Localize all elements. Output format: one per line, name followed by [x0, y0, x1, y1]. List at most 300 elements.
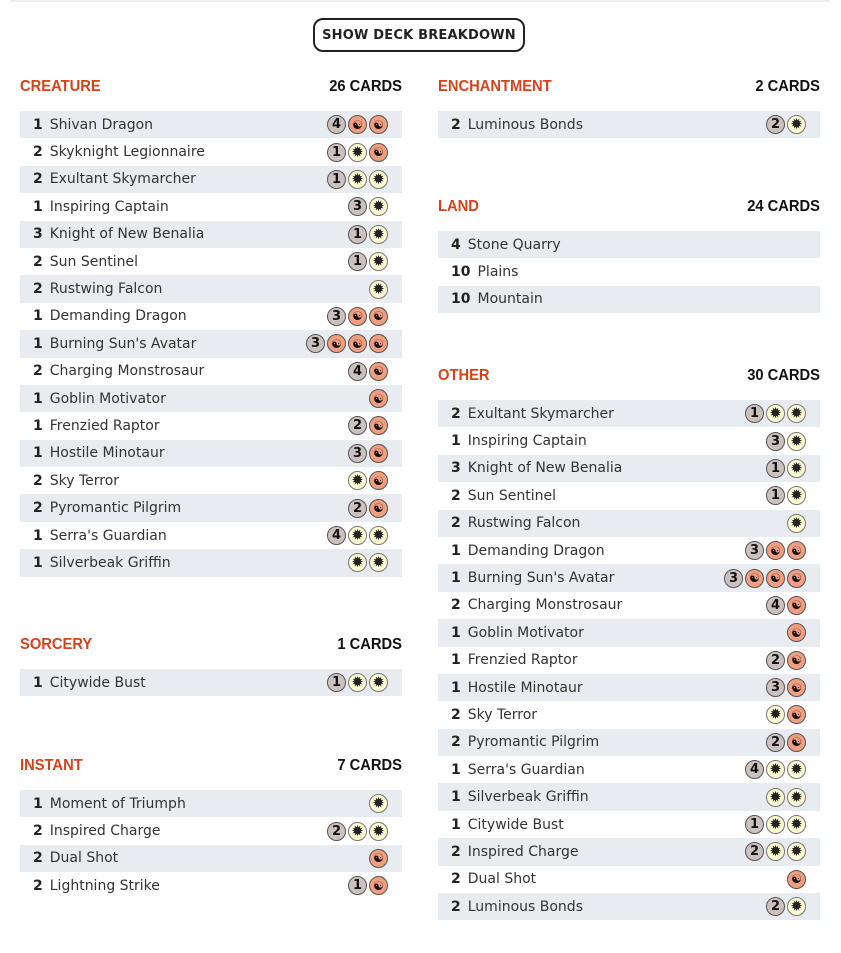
- red-mana-icon: ☯: [787, 596, 806, 615]
- white-mana-icon: ✹: [369, 280, 388, 299]
- section-land: [438, 198, 820, 313]
- card-name[interactable]: Inspiring Captain: [49, 198, 169, 215]
- card-quantity: 2: [451, 405, 461, 422]
- white-mana-icon: ✹: [787, 404, 806, 423]
- white-mana-icon: ✹: [766, 842, 785, 861]
- card-quantity: 2: [33, 363, 43, 380]
- mana-cost: [766, 788, 806, 807]
- card-row[interactable]: [20, 522, 402, 549]
- card-row[interactable]: [438, 783, 820, 810]
- mana-cost: [327, 673, 388, 692]
- mana-cost: [766, 897, 806, 916]
- mana-cost: [745, 815, 806, 834]
- card-quantity: 2: [33, 500, 43, 517]
- section-header: [20, 757, 402, 779]
- white-mana-icon: ✹: [348, 553, 367, 572]
- card-quantity: 2: [33, 281, 43, 298]
- red-mana-icon: ☯: [745, 569, 764, 588]
- white-mana-icon: ✹: [787, 788, 806, 807]
- card-row[interactable]: [438, 674, 820, 701]
- mana-cost: [348, 471, 388, 490]
- card-quantity: 10: [451, 291, 471, 308]
- card-name[interactable]: Sun Sentinel: [49, 253, 138, 270]
- section-header: [438, 367, 820, 389]
- card-list: [20, 111, 402, 577]
- card-list: [438, 231, 820, 313]
- card-row[interactable]: [20, 494, 402, 521]
- card-quantity: 1: [33, 795, 43, 812]
- card-name[interactable]: Hostile Minotaur: [467, 679, 583, 696]
- white-mana-icon: ✹: [369, 526, 388, 545]
- generic-mana-icon: 2: [766, 115, 785, 134]
- card-name[interactable]: Sky Terror: [467, 706, 538, 723]
- mana-cost: [327, 115, 388, 134]
- generic-mana-icon: 1: [348, 876, 367, 895]
- mana-cost: [766, 596, 806, 615]
- section-creature: [20, 78, 402, 577]
- card-row[interactable]: [20, 412, 402, 439]
- card-name[interactable]: Plains: [477, 264, 519, 281]
- card-row[interactable]: [438, 231, 820, 258]
- card-name[interactable]: Rustwing Falcon: [49, 281, 163, 298]
- card-row[interactable]: [438, 482, 820, 509]
- mana-cost: [348, 553, 388, 572]
- card-quantity: 2: [33, 877, 43, 894]
- section-enchantment: [438, 78, 820, 138]
- white-mana-icon: ✹: [787, 432, 806, 451]
- white-mana-icon: ✹: [348, 822, 367, 841]
- section-instant: [20, 757, 402, 900]
- card-quantity: 1: [33, 445, 43, 462]
- card-name[interactable]: Inspired Charge: [467, 843, 579, 860]
- mana-cost: [745, 404, 806, 423]
- card-quantity: 1: [451, 570, 461, 587]
- white-mana-icon: ✹: [766, 788, 785, 807]
- card-name[interactable]: Goblin Motivator: [467, 624, 584, 641]
- mana-cost: [766, 459, 806, 478]
- section-title: SORCERY: [20, 636, 93, 653]
- card-quantity: 1: [33, 527, 43, 544]
- card-name[interactable]: Charging Monstrosaur: [467, 597, 623, 614]
- section-title: ENCHANTMENT: [438, 78, 552, 95]
- generic-mana-icon: 2: [348, 499, 367, 518]
- generic-mana-icon: 2: [766, 897, 785, 916]
- mana-cost: [348, 444, 388, 463]
- section-title: INSTANT: [20, 757, 83, 774]
- card-row[interactable]: [20, 440, 402, 467]
- mana-cost: [745, 760, 806, 779]
- white-mana-icon: ✹: [369, 197, 388, 216]
- card-row[interactable]: [20, 111, 402, 138]
- card-quantity: 1: [33, 116, 43, 133]
- card-name[interactable]: Lightning Strike: [49, 877, 160, 894]
- card-row[interactable]: [438, 400, 820, 427]
- card-row[interactable]: [438, 811, 820, 838]
- red-mana-icon: ☯: [369, 389, 388, 408]
- generic-mana-icon: 2: [327, 822, 346, 841]
- card-quantity: 1: [33, 335, 43, 352]
- card-name[interactable]: Exultant Skymarcher: [467, 405, 614, 422]
- section-title: CREATURE: [20, 78, 101, 95]
- card-row[interactable]: [438, 729, 820, 756]
- generic-mana-icon: 3: [745, 541, 764, 560]
- white-mana-icon: ✹: [787, 514, 806, 533]
- section-count: 7 CARDS: [337, 757, 403, 774]
- card-row[interactable]: [20, 385, 402, 412]
- mana-cost: [766, 651, 806, 670]
- card-quantity: 10: [451, 264, 471, 281]
- mana-cost: [348, 362, 388, 381]
- card-name[interactable]: Mountain: [477, 291, 543, 308]
- mana-cost: [766, 115, 806, 134]
- card-list: [20, 790, 402, 900]
- card-row[interactable]: [438, 258, 820, 285]
- section-count: 24 CARDS: [747, 198, 821, 215]
- red-mana-icon: ☯: [787, 705, 806, 724]
- mana-cost: [787, 623, 806, 642]
- mana-cost: [724, 569, 806, 588]
- white-mana-icon: ✹: [348, 471, 367, 490]
- section-count: 2 CARDS: [755, 78, 821, 95]
- red-mana-icon: ☯: [369, 876, 388, 895]
- card-name[interactable]: Pyromantic Pilgrim: [49, 500, 182, 517]
- card-quantity: 3: [451, 460, 461, 477]
- red-mana-icon: ☯: [787, 870, 806, 889]
- white-mana-icon: ✹: [787, 897, 806, 916]
- card-name[interactable]: Sun Sentinel: [467, 487, 556, 504]
- card-row[interactable]: [438, 111, 820, 138]
- card-quantity: 1: [451, 652, 461, 669]
- mana-cost: [369, 389, 388, 408]
- white-mana-icon: ✹: [766, 760, 785, 779]
- section-count: 1 CARDS: [337, 636, 403, 653]
- mana-cost: [369, 849, 388, 868]
- card-name[interactable]: Frenzied Raptor: [49, 417, 160, 434]
- white-mana-icon: ✹: [787, 459, 806, 478]
- top-divider: [10, 0, 830, 2]
- section-header: [20, 78, 402, 100]
- section-sorcery: [20, 636, 402, 696]
- generic-mana-icon: 3: [348, 444, 367, 463]
- white-mana-icon: ✹: [787, 486, 806, 505]
- card-quantity: 1: [33, 198, 43, 215]
- card-quantity: 1: [33, 390, 43, 407]
- white-mana-icon: ✹: [369, 252, 388, 271]
- red-mana-icon: ☯: [369, 143, 388, 162]
- mana-cost: [766, 705, 806, 724]
- card-row[interactable]: [20, 221, 402, 248]
- section-header: [438, 198, 820, 220]
- red-mana-icon: ☯: [787, 678, 806, 697]
- white-mana-icon: ✹: [766, 404, 785, 423]
- card-row[interactable]: [20, 330, 402, 357]
- card-name[interactable]: Luminous Bonds: [467, 898, 583, 915]
- section-count: 26 CARDS: [329, 78, 403, 95]
- card-row[interactable]: [438, 455, 820, 482]
- generic-mana-icon: 3: [348, 197, 367, 216]
- card-name[interactable]: Serra's Guardian: [467, 761, 585, 778]
- card-quantity: 1: [33, 417, 43, 434]
- card-name[interactable]: Goblin Motivator: [49, 390, 166, 407]
- card-quantity: 2: [33, 253, 43, 270]
- red-mana-icon: ☯: [369, 416, 388, 435]
- card-row[interactable]: [20, 872, 402, 899]
- section-header: [438, 78, 820, 100]
- white-mana-icon: ✹: [787, 115, 806, 134]
- red-mana-icon: ☯: [369, 849, 388, 868]
- red-mana-icon: ☯: [766, 569, 785, 588]
- generic-mana-icon: 4: [348, 362, 367, 381]
- mana-cost: [348, 225, 388, 244]
- card-name[interactable]: Pyromantic Pilgrim: [467, 734, 600, 751]
- card-quantity: 1: [451, 624, 461, 641]
- card-row[interactable]: [20, 248, 402, 275]
- card-row[interactable]: [438, 866, 820, 893]
- card-name[interactable]: Inspiring Captain: [467, 433, 587, 450]
- card-quantity: 1: [33, 554, 43, 571]
- white-mana-icon: ✹: [369, 553, 388, 572]
- generic-mana-icon: 4: [745, 760, 764, 779]
- card-name[interactable]: Exultant Skymarcher: [49, 171, 196, 188]
- red-mana-icon: ☯: [787, 733, 806, 752]
- mana-cost: [327, 143, 388, 162]
- generic-mana-icon: 1: [327, 143, 346, 162]
- white-mana-icon: ✹: [369, 225, 388, 244]
- white-mana-icon: ✹: [766, 705, 785, 724]
- card-quantity: 2: [451, 734, 461, 751]
- generic-mana-icon: 1: [766, 486, 785, 505]
- mana-cost: [348, 416, 388, 435]
- mana-cost: [787, 870, 806, 889]
- card-name[interactable]: Skyknight Legionnaire: [49, 144, 205, 161]
- card-name[interactable]: Hostile Minotaur: [49, 445, 165, 462]
- card-row[interactable]: [20, 549, 402, 576]
- generic-mana-icon: 1: [348, 252, 367, 271]
- mana-cost: [766, 733, 806, 752]
- generic-mana-icon: 4: [327, 526, 346, 545]
- mana-cost: [766, 486, 806, 505]
- card-name[interactable]: Citywide Bust: [49, 674, 146, 691]
- card-row[interactable]: [20, 275, 402, 302]
- card-row[interactable]: [20, 358, 402, 385]
- generic-mana-icon: 1: [745, 404, 764, 423]
- card-name[interactable]: Frenzied Raptor: [467, 652, 578, 669]
- card-name[interactable]: Silverbeak Griffin: [49, 554, 171, 571]
- card-quantity: 4: [451, 236, 461, 253]
- red-mana-icon: ☯: [369, 471, 388, 490]
- mana-cost: [348, 876, 388, 895]
- card-row[interactable]: [20, 166, 402, 193]
- card-quantity: 2: [451, 871, 461, 888]
- red-mana-icon: ☯: [348, 115, 367, 134]
- generic-mana-icon: 2: [348, 416, 367, 435]
- card-quantity: 2: [451, 515, 461, 532]
- generic-mana-icon: 3: [724, 569, 743, 588]
- white-mana-icon: ✹: [787, 760, 806, 779]
- card-row[interactable]: [438, 510, 820, 537]
- card-row[interactable]: [438, 619, 820, 646]
- card-row[interactable]: [438, 701, 820, 728]
- mana-cost: [369, 794, 388, 813]
- card-quantity: 2: [451, 597, 461, 614]
- red-mana-icon: ☯: [369, 334, 388, 353]
- generic-mana-icon: 3: [766, 432, 785, 451]
- section-header: [20, 636, 402, 658]
- card-row[interactable]: [20, 138, 402, 165]
- mana-cost: [327, 307, 388, 326]
- white-mana-icon: ✹: [348, 673, 367, 692]
- card-quantity: 2: [451, 843, 461, 860]
- card-quantity: 2: [451, 706, 461, 723]
- mana-cost: [327, 526, 388, 545]
- generic-mana-icon: 2: [766, 651, 785, 670]
- mana-cost: [327, 822, 388, 841]
- card-quantity: 2: [33, 823, 43, 840]
- generic-mana-icon: 4: [327, 115, 346, 134]
- red-mana-icon: ☯: [369, 444, 388, 463]
- card-quantity: 2: [33, 171, 43, 188]
- card-name[interactable]: Sky Terror: [49, 472, 120, 489]
- white-mana-icon: ✹: [787, 842, 806, 861]
- red-mana-icon: ☯: [369, 307, 388, 326]
- card-row[interactable]: [20, 467, 402, 494]
- card-name[interactable]: Burning Sun's Avatar: [467, 570, 615, 587]
- card-name[interactable]: Dual Shot: [49, 850, 119, 867]
- red-mana-icon: ☯: [787, 623, 806, 642]
- card-name[interactable]: Knight of New Benalia: [49, 226, 205, 243]
- generic-mana-icon: 3: [766, 678, 785, 697]
- card-row[interactable]: [438, 756, 820, 783]
- generic-mana-icon: 4: [766, 596, 785, 615]
- white-mana-icon: ✹: [369, 673, 388, 692]
- mana-cost: [306, 334, 388, 353]
- mana-cost: [745, 541, 806, 560]
- show-deck-breakdown-button[interactable]: SHOW DECK BREAKDOWN: [313, 18, 525, 52]
- card-row[interactable]: [438, 647, 820, 674]
- mana-cost: [766, 678, 806, 697]
- red-mana-icon: ☯: [766, 541, 785, 560]
- red-mana-icon: ☯: [327, 334, 346, 353]
- white-mana-icon: ✹: [369, 822, 388, 841]
- section-title: OTHER: [438, 367, 490, 384]
- white-mana-icon: ✹: [766, 815, 785, 834]
- card-name[interactable]: Charging Monstrosaur: [49, 363, 205, 380]
- card-list: [438, 111, 820, 138]
- red-mana-icon: ☯: [348, 307, 367, 326]
- card-name[interactable]: Knight of New Benalia: [467, 460, 623, 477]
- white-mana-icon: ✹: [348, 143, 367, 162]
- card-row[interactable]: [438, 564, 820, 591]
- card-name[interactable]: Citywide Bust: [467, 816, 564, 833]
- generic-mana-icon: 2: [766, 733, 785, 752]
- generic-mana-icon: 3: [327, 307, 346, 326]
- white-mana-icon: ✹: [348, 526, 367, 545]
- mana-cost: [348, 499, 388, 518]
- mana-cost: [327, 170, 388, 189]
- card-row[interactable]: [20, 845, 402, 872]
- card-quantity: 2: [33, 850, 43, 867]
- card-quantity: 1: [33, 674, 43, 691]
- card-quantity: 1: [451, 542, 461, 559]
- mana-cost: [369, 280, 388, 299]
- card-quantity: 2: [33, 472, 43, 489]
- white-mana-icon: ✹: [348, 170, 367, 189]
- card-row[interactable]: [438, 838, 820, 865]
- card-quantity: 2: [451, 116, 461, 133]
- red-mana-icon: ☯: [369, 499, 388, 518]
- mana-cost: [766, 432, 806, 451]
- card-quantity: 2: [451, 487, 461, 504]
- card-name[interactable]: Shivan Dragon: [49, 116, 154, 133]
- card-name[interactable]: Serra's Guardian: [49, 527, 167, 544]
- card-name[interactable]: Inspired Charge: [49, 823, 161, 840]
- card-row[interactable]: [20, 817, 402, 844]
- card-quantity: 1: [451, 679, 461, 696]
- card-quantity: 1: [451, 816, 461, 833]
- generic-mana-icon: 1: [766, 459, 785, 478]
- card-name[interactable]: Luminous Bonds: [467, 116, 583, 133]
- card-name[interactable]: Demanding Dragon: [467, 542, 605, 559]
- red-mana-icon: ☯: [787, 541, 806, 560]
- red-mana-icon: ☯: [787, 569, 806, 588]
- card-quantity: 2: [33, 144, 43, 161]
- card-row[interactable]: [20, 303, 402, 330]
- red-mana-icon: ☯: [787, 651, 806, 670]
- white-mana-icon: ✹: [369, 794, 388, 813]
- white-mana-icon: ✹: [787, 815, 806, 834]
- card-quantity: 1: [451, 761, 461, 778]
- generic-mana-icon: 3: [306, 334, 325, 353]
- card-name[interactable]: Moment of Triumph: [49, 795, 186, 812]
- red-mana-icon: ☯: [348, 334, 367, 353]
- card-row[interactable]: [20, 193, 402, 220]
- generic-mana-icon: 1: [745, 815, 764, 834]
- card-quantity: 1: [451, 789, 461, 806]
- card-row[interactable]: [20, 669, 402, 696]
- white-mana-icon: ✹: [369, 170, 388, 189]
- card-list: [20, 669, 402, 696]
- mana-cost: [745, 842, 806, 861]
- card-row[interactable]: [438, 893, 820, 920]
- card-row[interactable]: [20, 790, 402, 817]
- card-name[interactable]: Silverbeak Griffin: [467, 789, 589, 806]
- generic-mana-icon: 1: [348, 225, 367, 244]
- card-name[interactable]: Stone Quarry: [467, 236, 561, 253]
- card-quantity: 1: [451, 433, 461, 450]
- card-name[interactable]: Rustwing Falcon: [467, 515, 581, 532]
- card-name[interactable]: Demanding Dragon: [49, 308, 187, 325]
- red-mana-icon: ☯: [369, 362, 388, 381]
- generic-mana-icon: 2: [745, 842, 764, 861]
- section-count: 30 CARDS: [747, 367, 821, 384]
- card-name[interactable]: Dual Shot: [467, 871, 537, 888]
- card-name[interactable]: Burning Sun's Avatar: [49, 335, 197, 352]
- section-title: LAND: [438, 198, 479, 215]
- red-mana-icon: ☯: [369, 115, 388, 134]
- card-list: [438, 400, 820, 920]
- card-row[interactable]: [438, 537, 820, 564]
- generic-mana-icon: 1: [327, 673, 346, 692]
- card-row[interactable]: [438, 427, 820, 454]
- card-quantity: 1: [33, 308, 43, 325]
- card-quantity: 3: [33, 226, 43, 243]
- card-row[interactable]: [438, 286, 820, 313]
- generic-mana-icon: 1: [327, 170, 346, 189]
- card-row[interactable]: [438, 592, 820, 619]
- mana-cost: [787, 514, 806, 533]
- section-other: [438, 367, 820, 920]
- mana-cost: [348, 197, 388, 216]
